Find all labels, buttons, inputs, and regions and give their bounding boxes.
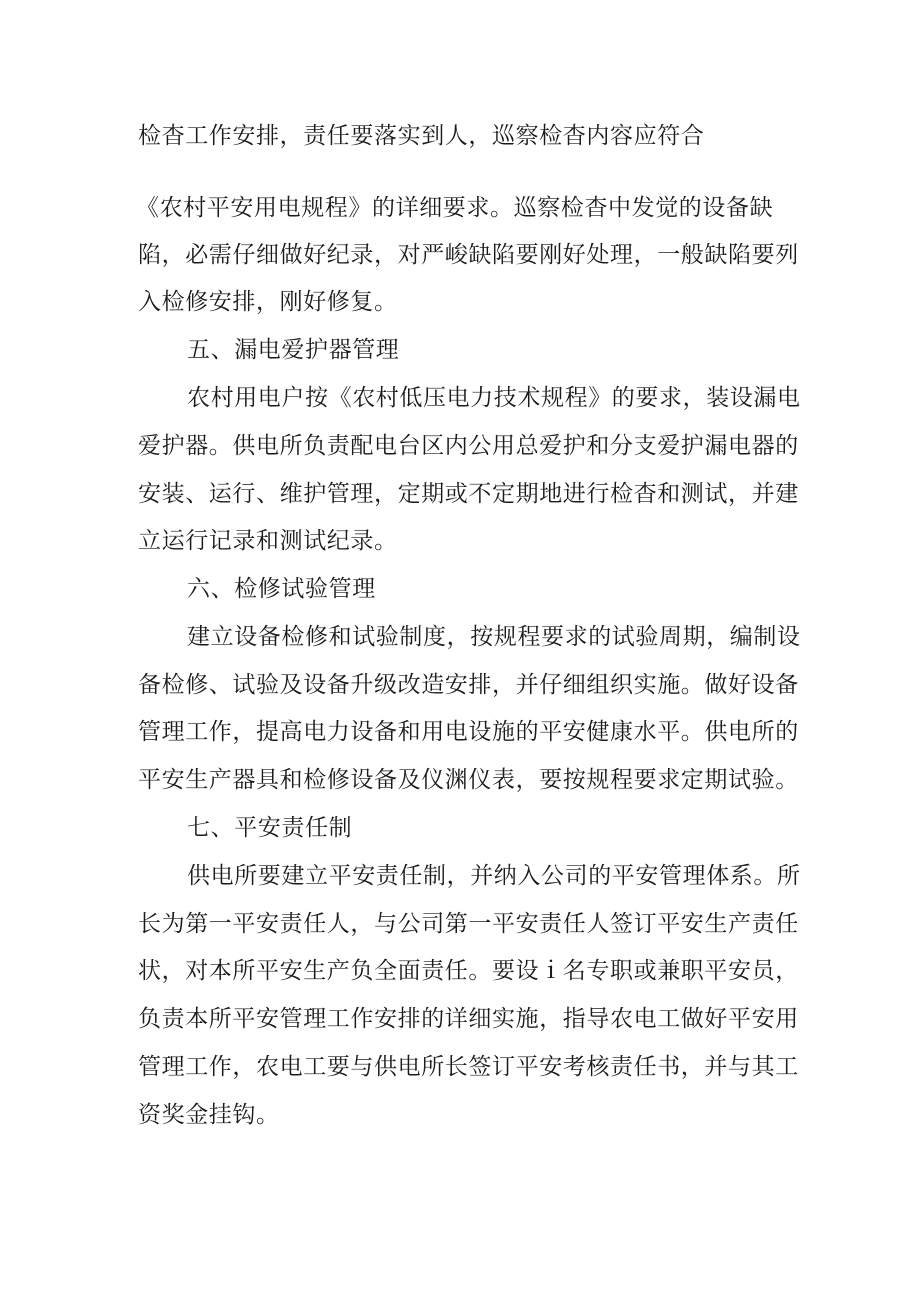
text-line: 立运行记录和测试纪录。 xyxy=(138,528,398,554)
text-line: 备检修、试验及设备升级改造安排，并仔细组织实施。做好设备 xyxy=(138,672,799,698)
paragraph-first-line: 供电所要建立平安责任制，并纳入公司的平安管理体系。所 xyxy=(187,863,801,889)
text-line: 状，对本所平安生产负全面责任。要设ｉ名专职或兼职平安员， xyxy=(138,958,799,984)
text-line: 陷，必需仔细做好纪录，对严峻缺陷要刚好处理，一般缺陷要列 xyxy=(138,242,799,268)
text-line: 资奖金挂钩。 xyxy=(138,1102,280,1128)
text-line: 爱护器。供电所负责配电台区内公用总爱护和分支爱护漏电器的 xyxy=(138,433,799,459)
text-line: 检杳工作安排，责任要落实到人，巡察检杳内容应符合 xyxy=(138,123,705,149)
section-heading: 七、平安责任制 xyxy=(187,815,353,841)
paragraph-first-line: 建立设备检修和试验制度，按规程要求的试验周期，编制设 xyxy=(187,624,801,650)
text-line: 平安生产器具和检修设备及仪渊仪表，要按规程要求定期试验。 xyxy=(138,767,799,793)
text-line: 入检修安排，刚好修复。 xyxy=(138,289,398,315)
text-line: 《农村平安用电规程》的详细要求。巡察检杳中发觉的设备缺 xyxy=(136,195,774,221)
text-line: 长为第一平安责任人，与公司第一平安责任人签订平安生产责任 xyxy=(138,911,799,937)
section-heading: 五、漏电爱护器管理 xyxy=(187,337,400,363)
section-heading: 六、检修试验管理 xyxy=(187,576,376,602)
text-line: 安装、运行、维护管理，定期或不定期地进行检杳和测试，并建 xyxy=(138,481,799,507)
text-line: 管理工作，提高电力设备和用电设施的平安健康水平。供电所的 xyxy=(138,719,799,745)
text-line: 管理工作，农电工要与供电所长签订平安考核责任书，并与其工 xyxy=(138,1054,799,1080)
paragraph-first-line: 农村用电户按《农村低压电力技术规程》的要求，装设漏电 xyxy=(187,385,801,411)
text-line: 负责本所平安管理工作安排的详细实施，指导农电工做好平安用 xyxy=(138,1006,799,1032)
